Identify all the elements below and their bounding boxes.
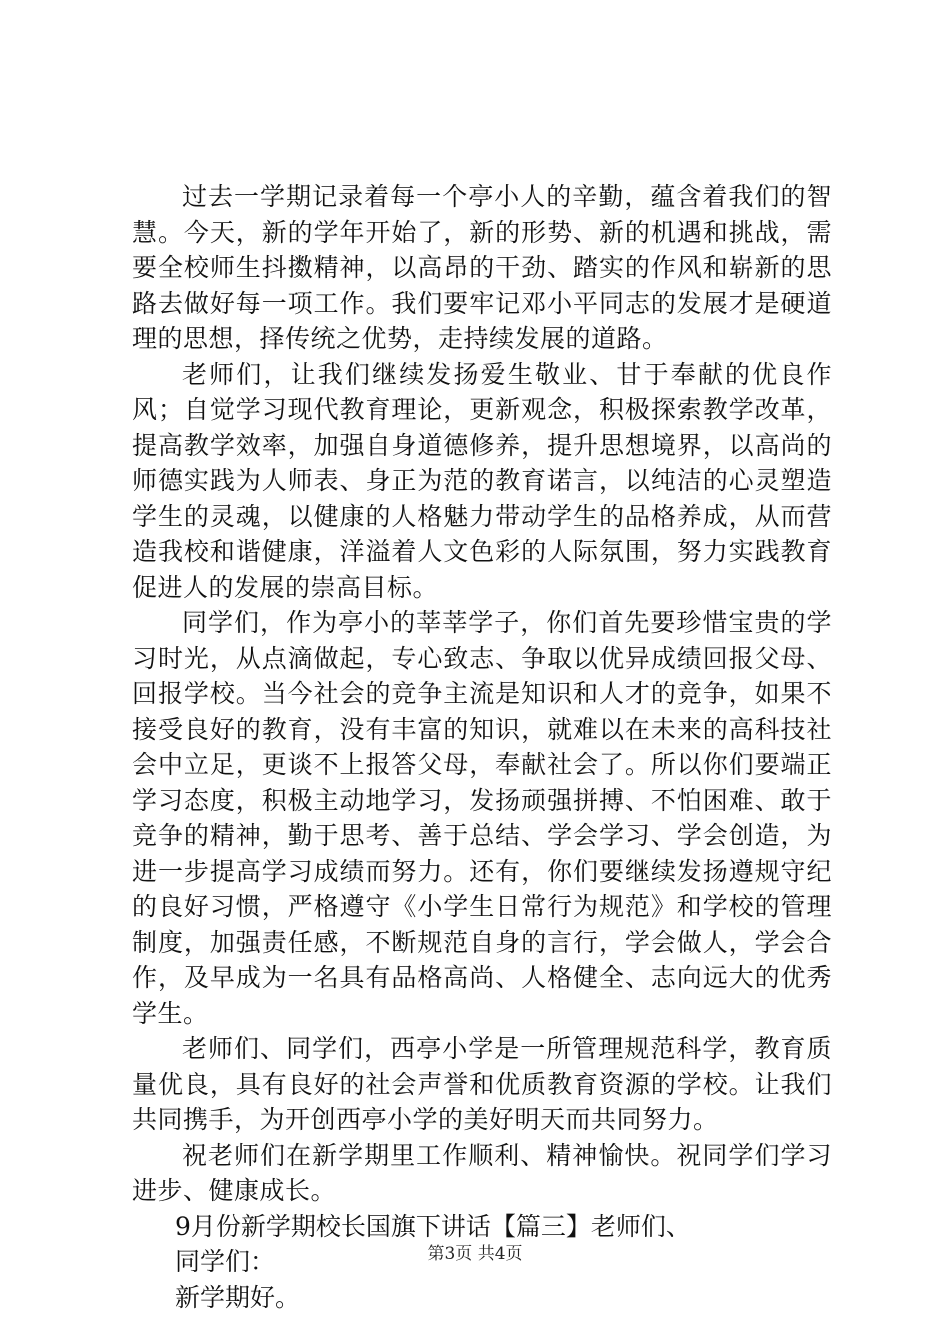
page-footer	[0, 1243, 950, 1265]
document-body	[132, 179, 832, 1315]
paragraph-past-semester: 过去一学期记录着每一个亭小人的辛勤，蕴含着我们的智慧。今天，新的学年开始了，新的形势、新的机遇和挑战，需要全校师生抖擞精神，以高昂的干劲、踏实的作风和崭新的思路去做好每一项工作。我们要牢记邓小平同志的发展才是硬道理的思想，择传统之优势，走持续发展的道路。	[132, 182, 832, 353]
paragraph-school: 老师们、同学们，西亭小学是一所管理规范科学，教育质量优良，具有良好的社会声誉和优质教育资源的学校。让我们共同携手，为开创西亭小学的美好明天而共同努力。	[132, 1034, 832, 1134]
opening-line: 新学期好。	[175, 1282, 301, 1312]
paragraph-teachers: 老师们，让我们继续发扬爱生敬业、甘于奉献的优良作风；自觉学习现代教育理论，更新观念，积极探索教学改革，提高教学效率，加强自身道德修养，提升思想境界，以高尚的师德实践为人师表、身正为范的教育诺言，以纯洁的心灵塑造学生的灵魂，以健康的人格魅力带动学生的品格养成，从而营造我校和谐健康，洋溢着人文色彩的人际氛围，努力实践教育促进人的发展的崇高目标。	[132, 359, 832, 602]
paragraph-wishes: 祝老师们在新学期里工作顺利、精神愉快。祝同学们学习进步、健康成长。	[132, 1140, 832, 1205]
page-number: 第3页 共4页	[427, 1244, 523, 1264]
section-heading-line: 9月份新学期校长国旗下讲话【篇三】老师们、	[175, 1211, 691, 1241]
paragraph-students: 同学们，作为亭小的莘莘学子，你们首先要珍惜宝贵的学习时光，从点滴做起，专心致志、争取以优异成绩回报父母、回报学校。当今社会的竞争主流是知识和人才的竞争，如果不接受良好的教育，没有丰富的知识，就难以在未来的高科技社会中立足，更谈不上报答父母，奉献社会了。所以你们要端正学习态度，积极主动地学习，发扬顽强拼搏、不怕困难、敢于竞争的精神，勤于思考、善于总结、学会学习、学会创造，为进一步提高学习成绩而努力。还有，你们要继续发扬遵规守纪的良好习惯，严格遵守《小学生日常行为规范》和学校的管理制度，加强责任感，不断规范自身的言行，学会做人，学会合作，及早成为一名具有品格高尚、人格健全、志向远大的优秀学生。	[132, 608, 832, 1028]
greeting-line: 同学们：	[175, 1247, 276, 1276]
